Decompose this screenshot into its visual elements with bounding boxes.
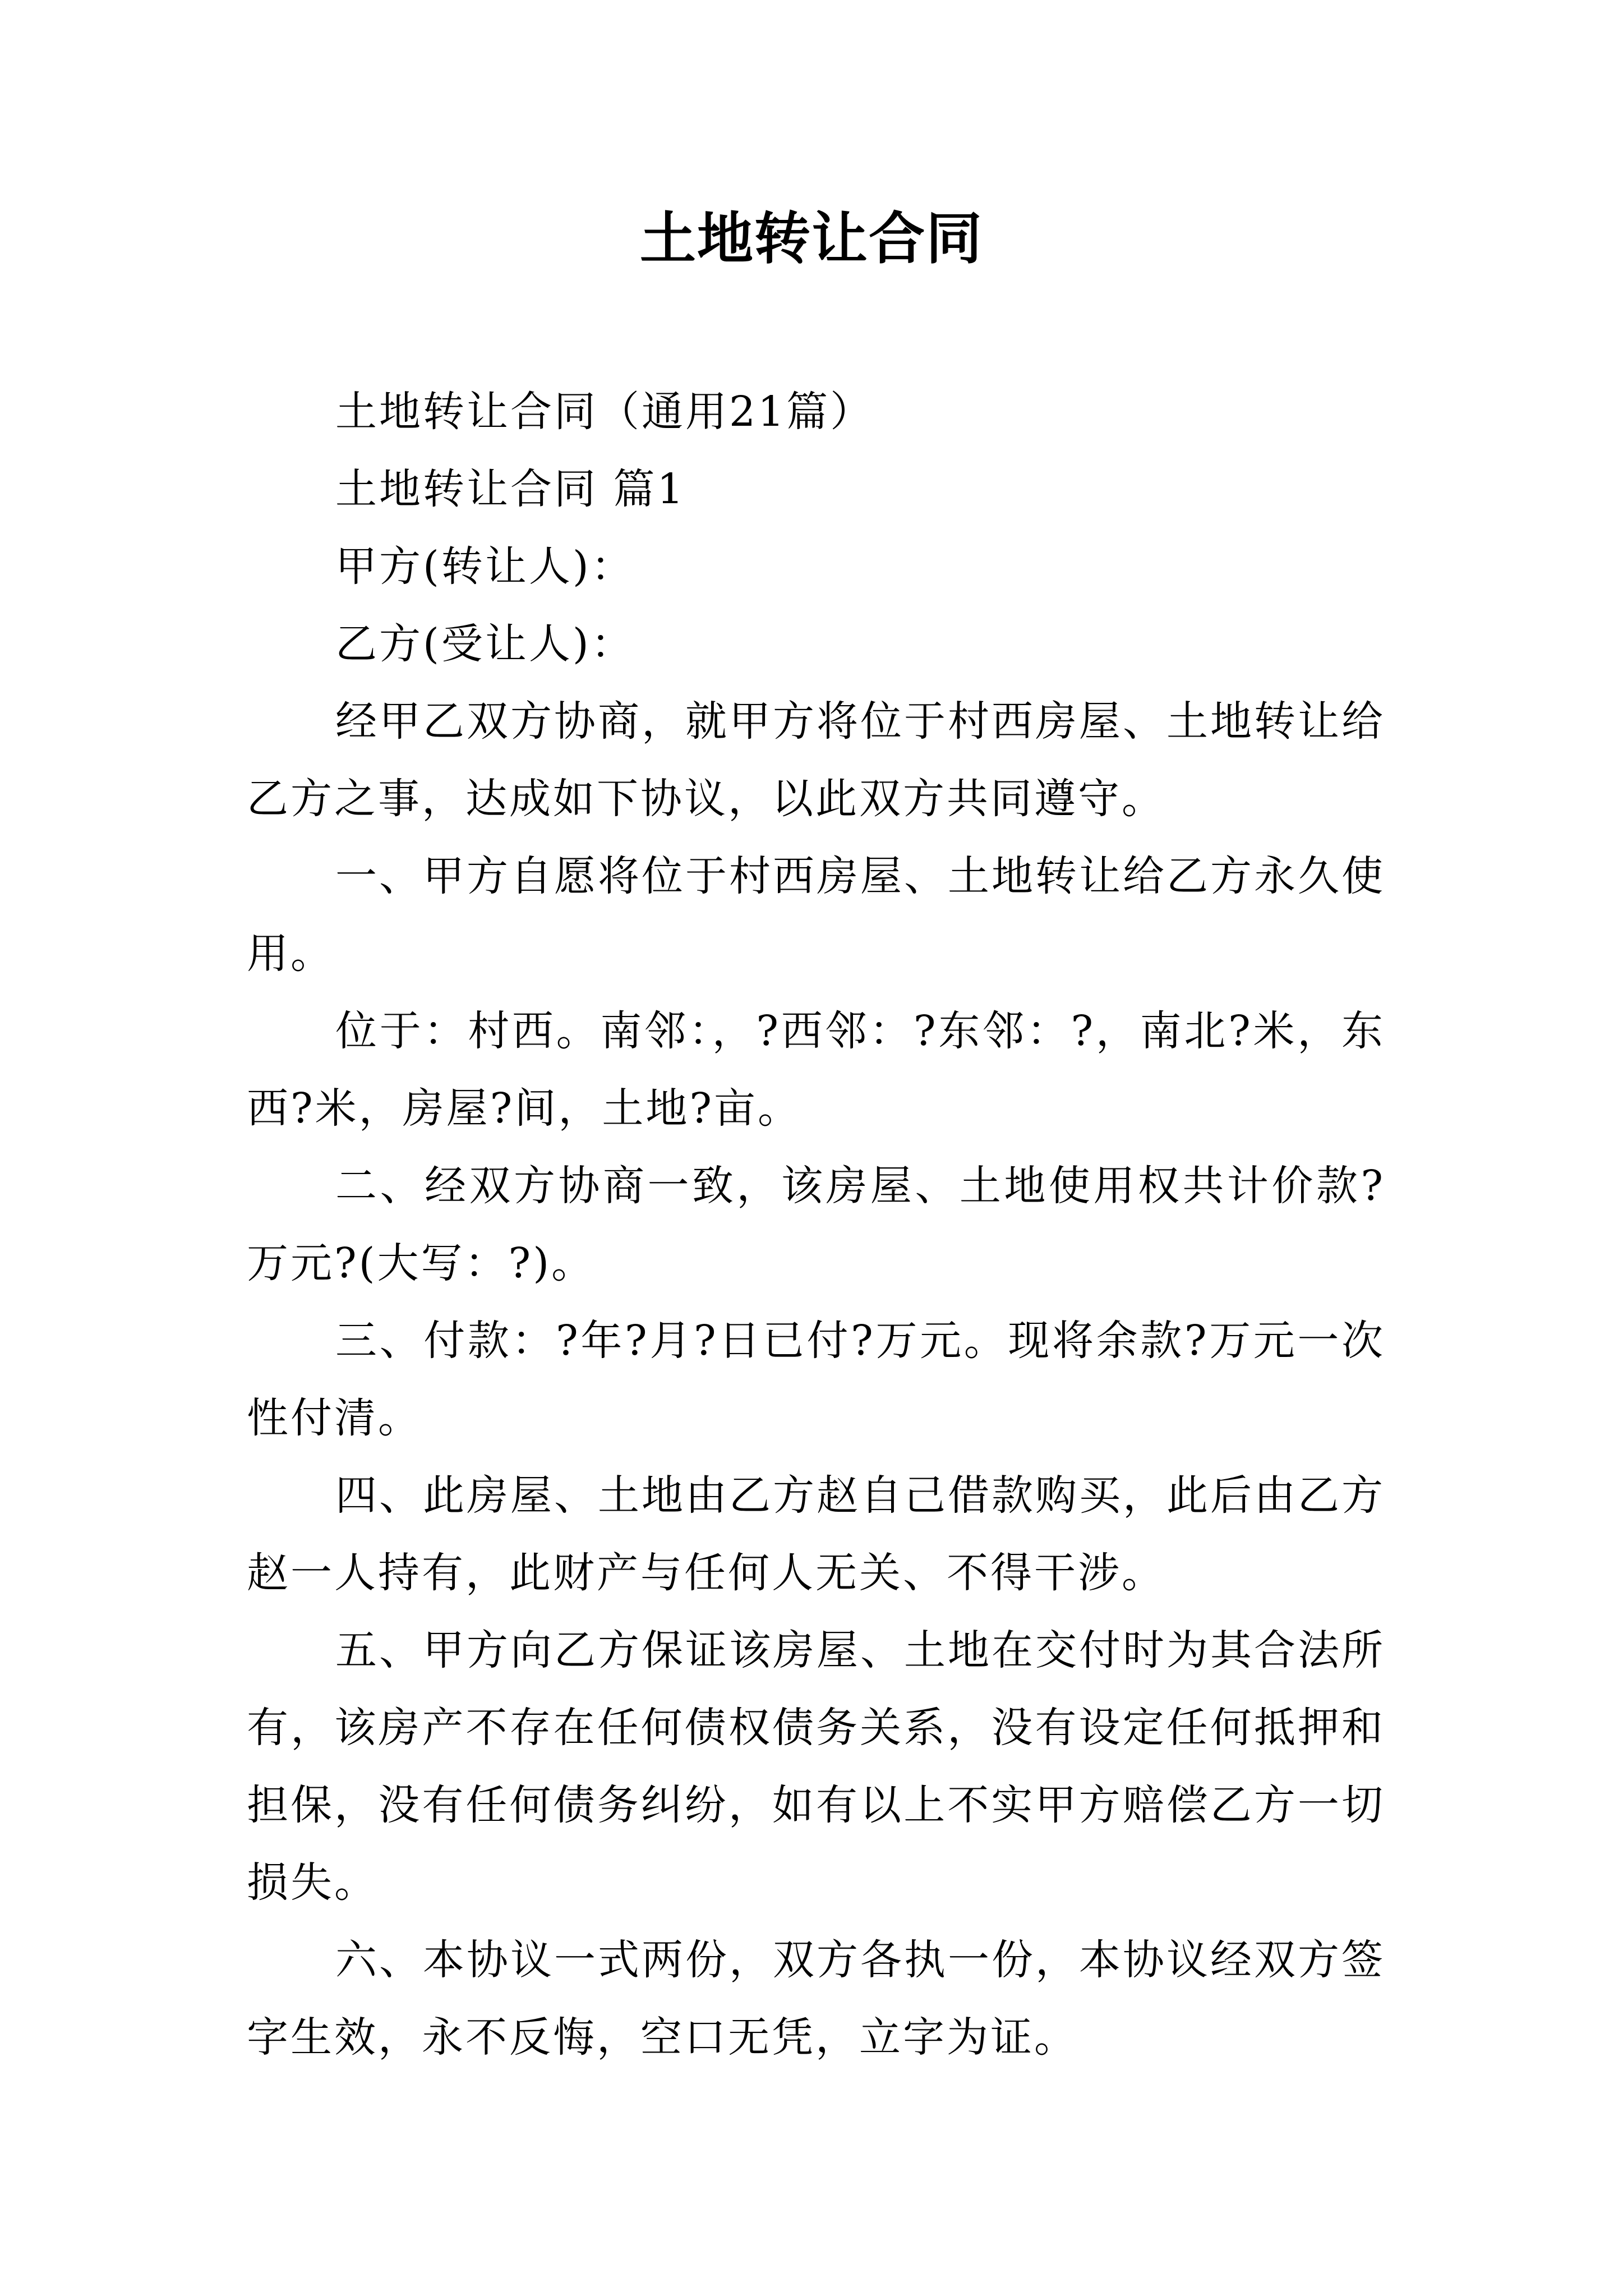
paragraph-clause-1: 一、甲方自愿将位于村西房屋、土地转让给乙方永久使用。	[247, 852, 1385, 978]
paragraph-clause-6: 六、本协议一式两份，双方各执一份，本协议经双方签字生效，永不反悔，空口无凭，立字为证。	[247, 1936, 1385, 2062]
paragraph-clause-5: 五、甲方向乙方保证该房屋、土地在交付时为其合法所有，该房产不存在任何债权债务关系，没有设定任何抵押和担保，没有任何债务纠纷，如有以上不实甲方赔偿乙方一切损失。	[247, 1626, 1385, 1907]
paragraph-subtitle: 土地转让合同（通用21篇）	[335, 388, 874, 436]
document-title: 土地转让合同	[640, 205, 983, 272]
paragraph-clause-3: 三、付款：?年?月?日已付?万元。现将余款?万元一次性付清。	[247, 1317, 1385, 1442]
paragraph-location: 位于：村西。南邻：，?西邻：?东邻：?，南北?米，东西?米，房屋?间，土地?亩。	[247, 1007, 1385, 1133]
document-body	[247, 373, 1385, 2076]
paragraph-section-heading: 土地转让合同 篇1	[335, 465, 686, 513]
paragraph-preamble: 经甲乙双方协商，就甲方将位于村西房屋、土地转让给乙方之事，达成如下协议，以此双方共同遵守。	[247, 697, 1385, 823]
paragraph-clause-4: 四、此房屋、土地由乙方赵自己借款购买，此后由乙方赵一人持有，此财产与任何人无关、不得干涉。	[247, 1471, 1385, 1597]
paragraph-party-b: 乙方(受让人)：	[335, 620, 635, 668]
paragraph-party-a: 甲方(转让人)：	[335, 542, 635, 591]
paragraph-clause-2: 二、经双方协商一致，该房屋、土地使用权共计价款?万元?(大写：?)。	[247, 1162, 1385, 1287]
